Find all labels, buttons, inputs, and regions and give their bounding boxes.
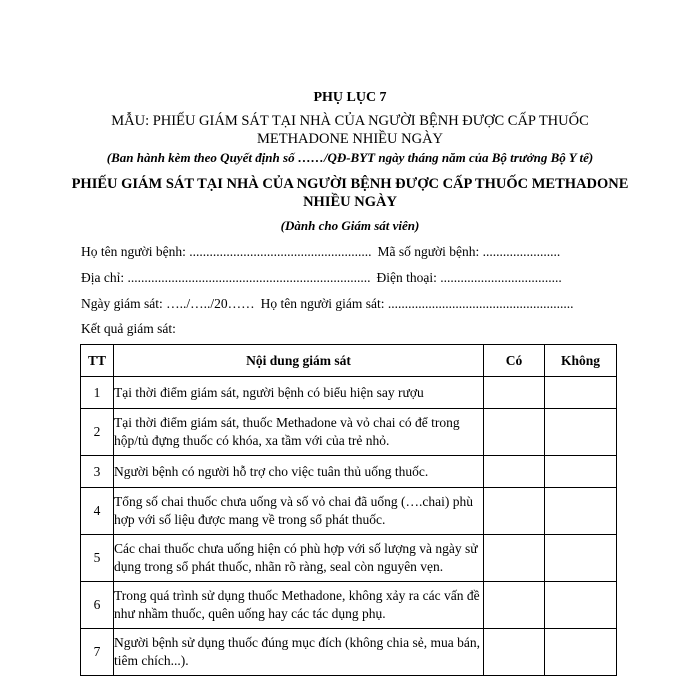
- yes-cell[interactable]: [484, 456, 545, 488]
- row-content: Trong quá trình sử dụng thuốc Methadone, không xảy ra các vấn đề như nhầm thuốc, quên uống hay các tác dụng phụ.: [114, 582, 484, 629]
- audience-note: (Dành cho Giám sát viên): [280, 218, 420, 233]
- row-number: 7: [81, 629, 114, 676]
- table-header-row: [81, 345, 617, 377]
- row-content: Người bệnh có người hỗ trợ cho việc tuân thủ uống thuốc.: [114, 456, 484, 488]
- yes-cell[interactable]: [484, 377, 545, 409]
- no-cell[interactable]: [545, 409, 617, 456]
- yes-cell[interactable]: [484, 535, 545, 582]
- main-title-line-2: NHIỀU NGÀY: [303, 194, 397, 210]
- form-title-line-1: MẪU: PHIẾU GIÁM SÁT TẠI NHÀ CỦA NGƯỜI BỆNH ĐƯỢC CẤP THUỐC: [111, 113, 589, 129]
- yes-cell[interactable]: [484, 409, 545, 456]
- header-yes: Có: [484, 345, 545, 377]
- header-content: Nội dung giám sát: [114, 345, 484, 377]
- supervision-line: [81, 296, 574, 312]
- table-row: [81, 535, 617, 582]
- row-content: Người bệnh sử dụng thuốc đúng mục đích (không chia sẻ, mua bán, tiêm chích...).: [114, 629, 484, 676]
- row-number: 6: [81, 582, 114, 629]
- address-field[interactable]: Địa chỉ: ........................................................................: [81, 270, 371, 285]
- row-content: Tổng số chai thuốc chưa uống và số vỏ chai đã uống (….chai) phù hợp với số liệu được mang về trong sổ phát thuốc.: [114, 488, 484, 535]
- no-cell[interactable]: [545, 582, 617, 629]
- decree-note: (Ban hành kèm theo Quyết định số ……/QĐ-BYT ngày tháng năm của Bộ trưởng Bộ Y tế): [106, 150, 594, 165]
- appendix-label: PHỤ LỤC 7: [313, 90, 387, 105]
- header-no: Không: [545, 345, 617, 377]
- main-title-line-1: PHIẾU GIÁM SÁT TẠI NHÀ CỦA NGƯỜI BỆNH ĐƯỢC CẤP THUỐC METHADONE: [71, 176, 629, 192]
- table-row: [81, 488, 617, 535]
- row-number: 5: [81, 535, 114, 582]
- table-row: [81, 629, 617, 676]
- checklist-table: [80, 344, 617, 676]
- table-row: [81, 456, 617, 488]
- phone-field[interactable]: Điện thoại: ....................................: [376, 270, 562, 285]
- result-label: Kết quả giám sát:: [81, 321, 176, 336]
- address-line: [81, 270, 562, 286]
- row-number: 1: [81, 377, 114, 409]
- patient-name-field[interactable]: Họ tên người bệnh: ......................................................: [81, 244, 372, 259]
- table-row: [81, 582, 617, 629]
- no-cell[interactable]: [545, 488, 617, 535]
- no-cell[interactable]: [545, 629, 617, 676]
- row-content: Các chai thuốc chưa uống hiện có phù hợp với số lượng và ngày sử dụng trong sổ phát thuốc, nhãn rõ ràng, seal còn nguyên vẹn.: [114, 535, 484, 582]
- patient-code-field[interactable]: Mã số người bệnh: .......................: [377, 244, 561, 259]
- table-row: [81, 377, 617, 409]
- yes-cell[interactable]: [484, 629, 545, 676]
- row-number: 2: [81, 409, 114, 456]
- header-tt: TT: [81, 345, 114, 377]
- row-number: 4: [81, 488, 114, 535]
- no-cell[interactable]: [545, 377, 617, 409]
- date-field[interactable]: Ngày giám sát: …../…../20……: [81, 296, 255, 311]
- no-cell[interactable]: [545, 535, 617, 582]
- no-cell[interactable]: [545, 456, 617, 488]
- yes-cell[interactable]: [484, 582, 545, 629]
- row-number: 3: [81, 456, 114, 488]
- patient-info-line: [81, 244, 560, 260]
- row-content: Tại thời điểm giám sát, thuốc Methadone và vỏ chai có để trong hộp/tủ đựng thuốc có khóa, xa tầm với của trẻ nhỏ.: [114, 409, 484, 456]
- supervisor-field[interactable]: Họ tên người giám sát: .......................................................: [260, 296, 574, 311]
- form-title-line-2: METHADONE NHIỀU NGÀY: [256, 131, 444, 147]
- yes-cell[interactable]: [484, 488, 545, 535]
- row-content: Tại thời điểm giám sát, người bệnh có biểu hiện say rượu: [114, 377, 484, 409]
- table-row: [81, 409, 617, 456]
